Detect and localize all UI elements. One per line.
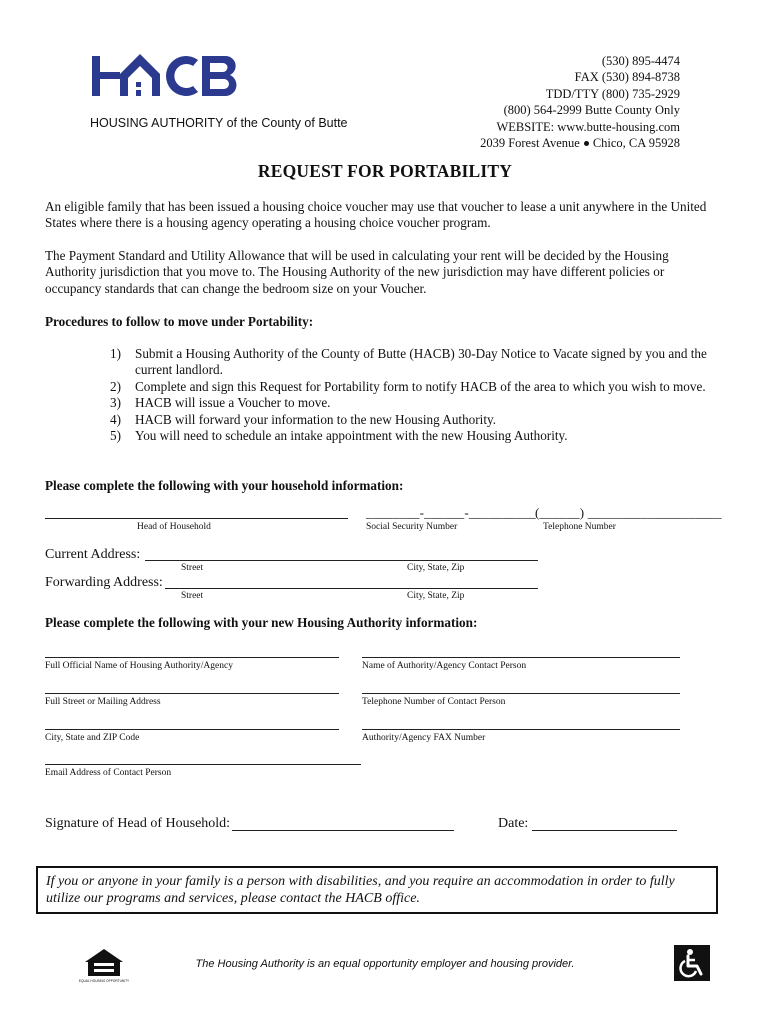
current-address-label: Current Address: bbox=[45, 547, 141, 562]
bullet-icon bbox=[584, 141, 589, 146]
step-number: 5) bbox=[110, 428, 121, 444]
address-street: 2039 Forest Avenue bbox=[480, 136, 580, 151]
hacb-logo bbox=[90, 50, 250, 102]
footer-text: The Housing Authority is an equal opportunity employer and housing provider. bbox=[195, 958, 575, 970]
head-of-household-caption: Head of Household bbox=[137, 522, 211, 532]
signature-label: Signature of Head of Household: bbox=[45, 816, 231, 831]
street-address-caption: Full Street or Mailing Address bbox=[45, 697, 161, 707]
mailing-address bbox=[480, 135, 680, 151]
date-label: Date: bbox=[498, 816, 529, 831]
address-city: Chico, CA 95928 bbox=[592, 136, 680, 151]
logo-text: HACB bbox=[90, 50, 93, 51]
contact-name-field[interactable] bbox=[362, 657, 680, 658]
page-title: REQUEST FOR PORTABILITY bbox=[257, 161, 513, 181]
household-heading: Please complete the following with your household information: bbox=[45, 478, 404, 493]
forwarding-address-label: Forwarding Address: bbox=[45, 575, 163, 590]
date-field[interactable] bbox=[532, 830, 677, 831]
contact-phone-caption: Telephone Number of Contact Person bbox=[362, 697, 506, 707]
disability-notice: If you or anyone in your family is a person with disabilities, and you require an accommodation in order to fully utilize our programs and services, please contact the HACB office. bbox=[46, 874, 675, 906]
street-address-field[interactable] bbox=[45, 693, 339, 694]
step-number: 4) bbox=[110, 411, 121, 427]
ssn-caption: Social Security Number bbox=[366, 522, 458, 532]
website: WEBSITE: www.butte-housing.com bbox=[496, 119, 680, 134]
tdd-number: TDD/TTY (800) 735-2929 bbox=[545, 86, 680, 101]
step-number: 3) bbox=[110, 395, 121, 411]
city-zip-field[interactable] bbox=[45, 729, 339, 730]
telephone-field[interactable]: (______) ____________________ bbox=[535, 505, 722, 520]
signature-field[interactable] bbox=[232, 830, 454, 831]
current-address-field[interactable] bbox=[145, 560, 538, 561]
step-text: Complete and sign this Request for Portability form to notify HACB of the area to which you wish to move. bbox=[135, 378, 706, 394]
eho-text: EQUAL HOUSING OPPORTUNITY bbox=[78, 979, 130, 983]
email-field[interactable] bbox=[45, 764, 361, 765]
intro-paragraph-2: The Payment Standard and Utility Allowance that will be used in calculating your rent will be decided by the Housing Authority jurisdiction that you move to. The Housing Authority of the new jurisdiction may have different policies or occupancy standards that can change the bedroom size on your Voucher. bbox=[45, 248, 669, 296]
procedure-step bbox=[110, 379, 710, 395]
procedures-list bbox=[110, 346, 710, 444]
telephone-caption: Telephone Number bbox=[543, 522, 616, 532]
agency-name bbox=[90, 116, 348, 130]
intro-paragraph-1: An eligible family that has been issued a housing choice voucher may use that voucher to lease a unit anywhere in the United States where there is a housing agency operating a housing choice voucher program. bbox=[45, 199, 707, 231]
step-number: 2) bbox=[110, 378, 121, 394]
forwarding-city-caption: City, State, Zip bbox=[407, 591, 465, 601]
procedure-step bbox=[110, 395, 710, 411]
city-zip-caption: City, State and ZIP Code bbox=[45, 733, 140, 743]
step-number: 1) bbox=[110, 346, 121, 361]
butte-only-number: (800) 564-2999 Butte County Only bbox=[503, 103, 680, 118]
agency-name-prefix: HOUSING AUTHORITY bbox=[90, 116, 224, 130]
wheelchair-accessibility-icon bbox=[674, 945, 710, 981]
current-city-caption: City, State, Zip bbox=[407, 563, 465, 573]
official-name-field[interactable] bbox=[45, 657, 339, 658]
current-street-caption: Street bbox=[181, 563, 204, 573]
new-ha-heading: Please complete the following with your new Housing Authority information: bbox=[45, 615, 478, 630]
procedure-step bbox=[110, 412, 710, 428]
forwarding-address-field[interactable] bbox=[165, 588, 538, 589]
phone-number: (530) 895-4474 bbox=[601, 54, 680, 68]
procedure-step bbox=[110, 346, 710, 379]
fax-field[interactable] bbox=[362, 729, 680, 730]
ssn-field[interactable]: ________-______-__________ bbox=[366, 505, 536, 520]
official-name-caption: Full Official Name of Housing Authority/Agency bbox=[45, 661, 233, 671]
procedures-heading: Procedures to follow to move under Portability: bbox=[45, 314, 314, 329]
forwarding-street-caption: Street bbox=[181, 591, 204, 601]
email-caption: Email Address of Contact Person bbox=[45, 768, 172, 778]
procedure-step bbox=[110, 428, 710, 444]
contact-phone-field[interactable] bbox=[362, 693, 680, 694]
fax-caption: Authority/Agency FAX Number bbox=[362, 733, 486, 743]
fax-number: FAX (530) 894-8738 bbox=[574, 70, 680, 85]
agency-name-suffix: of the County of Butte bbox=[223, 116, 348, 130]
contact-name-caption: Name of Authority/Agency Contact Person bbox=[362, 661, 527, 671]
step-text: You will need to schedule an intake appointment with the new Housing Authority. bbox=[135, 428, 568, 444]
step-text: HACB will forward your information to the new Housing Authority. bbox=[135, 411, 497, 427]
step-text: Submit a Housing Authority of the County of Butte (HACB) 30-Day Notice to Vacate signed by you and the current landlord. bbox=[135, 346, 707, 378]
contact-block bbox=[480, 53, 680, 151]
head-of-household-field[interactable] bbox=[45, 518, 348, 519]
step-text: HACB will issue a Voucher to move. bbox=[135, 395, 331, 411]
